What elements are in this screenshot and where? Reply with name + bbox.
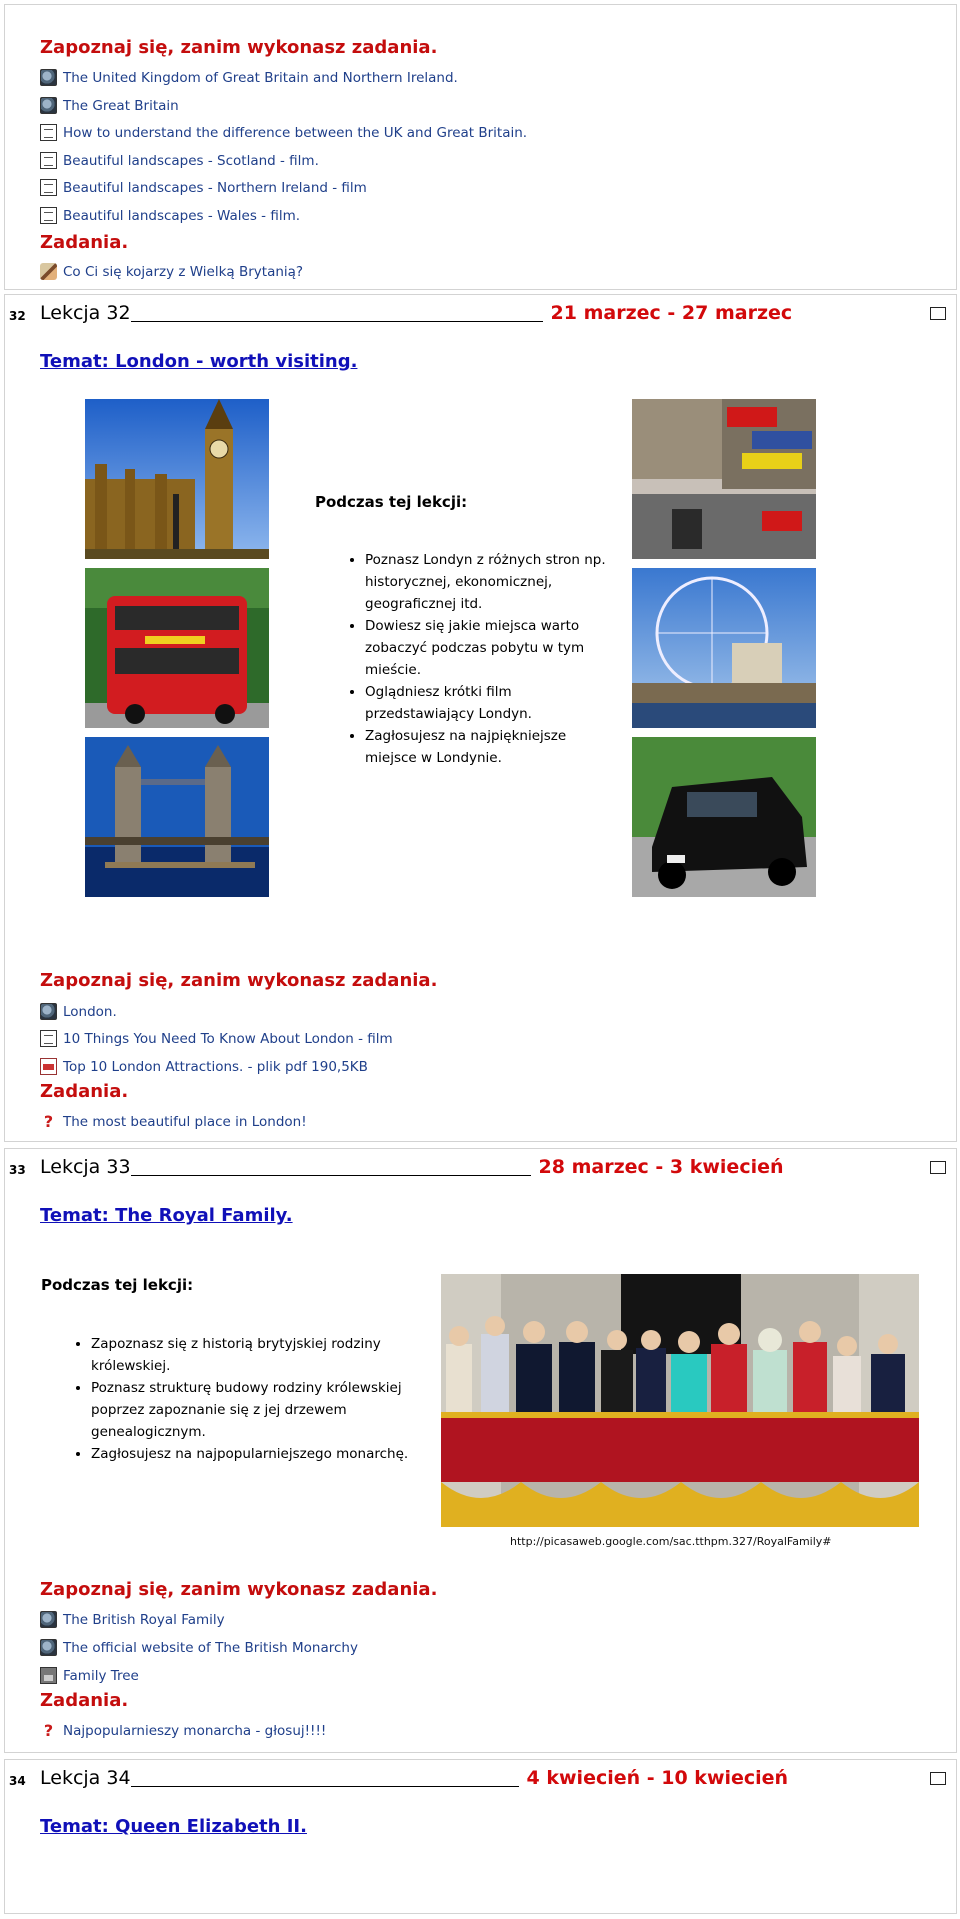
resource-link[interactable] <box>40 1058 368 1075</box>
section-32 <box>4 294 957 1142</box>
lesson-header <box>40 302 792 324</box>
completion-checkbox[interactable] <box>930 307 946 320</box>
file-icon <box>40 1030 57 1047</box>
url-icon <box>40 1611 57 1628</box>
section-34 <box>4 1759 957 1914</box>
question-icon: ? <box>43 1721 54 1740</box>
feedback-icon <box>40 263 57 280</box>
resource-link[interactable] <box>40 1611 225 1628</box>
resource-label: London. <box>63 1003 117 1020</box>
black-cab-photo <box>632 737 816 897</box>
completion-checkbox[interactable] <box>930 1772 946 1785</box>
resource-link[interactable] <box>40 97 179 114</box>
photo-source-caption: http://picasaweb.google.com/sac.tthpm.327/RoyalFamily# <box>510 1535 832 1548</box>
lesson-header <box>40 1156 784 1178</box>
lesson-goals-list <box>347 549 613 769</box>
file-icon <box>40 152 57 169</box>
image-icon <box>40 1667 57 1684</box>
lesson-goal: • Oglądniesz krótki film przedstawiający Londyn. <box>365 681 613 725</box>
resource-label: The United Kingdom of Great Britain and Northern Ireland. <box>63 69 458 86</box>
london-eye-photo <box>632 568 816 728</box>
lesson-title: Lekcja 33 <box>40 1156 131 1178</box>
lesson-title: Lekcja 34 <box>40 1767 131 1789</box>
title-underline <box>131 1157 531 1176</box>
task-link[interactable] <box>40 1722 326 1739</box>
resource-link[interactable] <box>40 179 367 196</box>
url-icon <box>40 97 57 114</box>
read-before-tasks-heading: Zapoznaj się, zanim wykonasz zadania. <box>40 1579 438 1600</box>
resource-link[interactable] <box>40 1003 117 1020</box>
during-lesson-heading: Podczas tej lekcji: <box>315 493 468 511</box>
royal-family-balcony-photo <box>441 1274 919 1527</box>
file-icon <box>40 207 57 224</box>
resource-label: Top 10 London Attractions. - plik pdf 190,5KB <box>63 1058 368 1075</box>
piccadilly-circus-photo <box>632 399 816 559</box>
resource-label: The official website of The British Monarchy <box>63 1639 358 1656</box>
double-decker-bus-photo <box>85 568 269 728</box>
lesson-dates: 4 kwiecień - 10 kwiecień <box>526 1767 789 1789</box>
lesson-dates: 28 marzec - 3 kwiecień <box>538 1156 784 1178</box>
lesson-goal: • Poznasz Londyn z różnych stron np. historycznej, ekonomicznej, geograficznej itd. <box>365 549 613 615</box>
resource-label: Beautiful landscapes - Scotland - film. <box>63 152 319 169</box>
resource-label: Family Tree <box>63 1667 139 1684</box>
lesson-title: Lekcja 32 <box>40 302 131 324</box>
resource-label: 10 Things You Need To Know About London - film <box>63 1030 393 1047</box>
pdf-icon <box>40 1058 57 1075</box>
tower-bridge-photo <box>85 737 269 897</box>
tasks-heading: Zadania. <box>40 1081 129 1102</box>
lesson-goal: • Zagłosujesz na najpopularniejszego monarchę. <box>91 1443 431 1465</box>
tasks-heading: Zadania. <box>40 1690 129 1711</box>
lesson-goal: • Poznasz strukturę budowy rodziny królewskiej poprzez zapoznanie się z jej drzewem genealogicznym. <box>91 1377 431 1443</box>
lesson-goals-list <box>73 1333 431 1465</box>
section-31 <box>4 4 957 290</box>
task-link[interactable] <box>40 263 303 280</box>
section-33 <box>4 1148 957 1753</box>
title-underline <box>131 1768 519 1787</box>
lesson-topic-link[interactable]: Temat: Queen Elizabeth II. <box>40 1816 307 1837</box>
file-icon <box>40 124 57 141</box>
section-number: 32 <box>9 309 26 323</box>
lesson-header <box>40 1767 788 1789</box>
resource-label: How to understand the difference between the UK and Great Britain. <box>63 124 528 141</box>
file-icon <box>40 179 57 196</box>
section-number: 34 <box>9 1774 26 1788</box>
during-lesson-heading: Podczas tej lekcji: <box>41 1276 194 1294</box>
task-label: The most beautiful place in London! <box>63 1113 307 1130</box>
resource-label: Beautiful landscapes - Wales - film. <box>63 207 301 224</box>
question-icon: ? <box>43 1112 54 1131</box>
resource-link[interactable] <box>40 124 527 141</box>
task-label: Najpopularnieszy monarcha - głosuj!!!! <box>63 1722 327 1739</box>
resource-label: Beautiful landscapes - Northern Ireland - film <box>63 179 367 196</box>
resource-link[interactable] <box>40 69 458 86</box>
resource-link[interactable] <box>40 1667 139 1684</box>
lesson-goal: • Dowiesz się jakie miejsca warto zobaczyć podczas pobytu w tym mieście. <box>365 615 613 681</box>
read-before-tasks-heading: Zapoznaj się, zanim wykonasz zadania. <box>40 970 438 991</box>
resource-link[interactable] <box>40 1639 358 1656</box>
lesson-topic-link[interactable]: Temat: The Royal Family. <box>40 1205 293 1226</box>
big-ben-photo <box>85 399 269 559</box>
completion-checkbox[interactable] <box>930 1161 946 1174</box>
resource-link[interactable] <box>40 207 300 224</box>
resource-link[interactable] <box>40 1030 393 1047</box>
url-icon <box>40 1639 57 1656</box>
resource-link[interactable] <box>40 152 319 169</box>
resource-label: The Great Britain <box>63 97 179 114</box>
lesson-topic-link[interactable]: Temat: London - worth visiting. <box>40 351 358 372</box>
lesson-goal: • Zapoznasz się z historią brytyjskiej rodziny królewskiej. <box>91 1333 431 1377</box>
url-icon <box>40 1003 57 1020</box>
task-label: Co Ci się kojarzy z Wielką Brytanią? <box>63 263 304 280</box>
resource-label: The British Royal Family <box>63 1611 225 1628</box>
task-link[interactable] <box>40 1113 307 1130</box>
section-number: 33 <box>9 1163 26 1177</box>
url-icon <box>40 69 57 86</box>
lesson-goal: • Zagłosujesz na najpiękniejsze miejsce w Londynie. <box>365 725 613 769</box>
read-before-tasks-heading: Zapoznaj się, zanim wykonasz zadania. <box>40 37 438 58</box>
title-underline <box>131 303 543 322</box>
lesson-dates: 21 marzec - 27 marzec <box>550 302 793 324</box>
tasks-heading: Zadania. <box>40 232 129 253</box>
